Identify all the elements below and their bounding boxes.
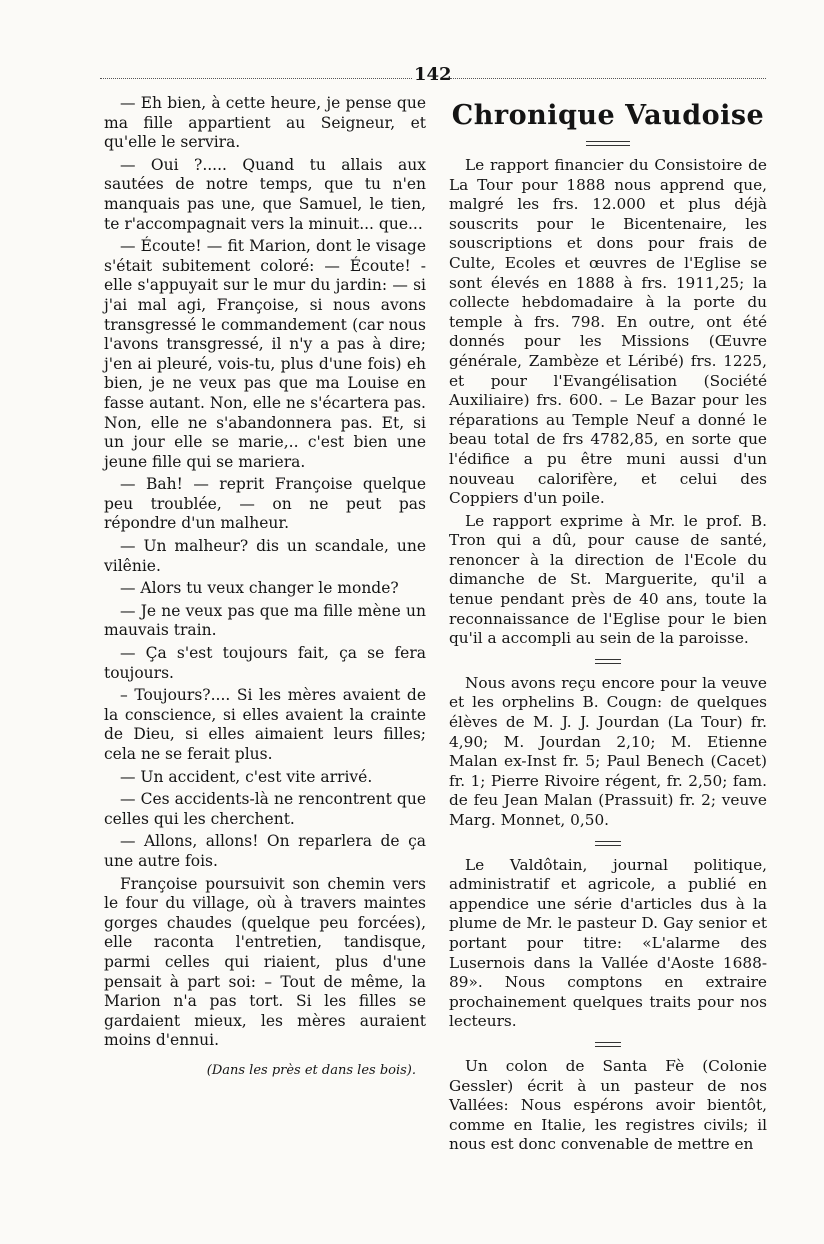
dialogue-paragraph: — Oui ?..... Quand tu allais aux sautées de notre temps, que tu n'en manquais pas une, que Samuel, le tien, te r'accompagnait vers la minuit... que... xyxy=(104,155,426,233)
header-rule-right xyxy=(450,78,766,79)
dialogue-paragraph: — Bah! — reprit Françoise quelque peu troublée, — on ne peut pas répondre d'un malheur. xyxy=(104,475,426,533)
news-paragraph: Nous avons reçu encore pour la veuve et les orphelins B. Cougn: de quelques élèves de M. J. J. Jourdan (La Tour) fr. 4,90; M. Jourdan 2,10; M. Etienne Malan ex-Inst fr. 5; Paul Benech (Cacet) fr. 1; Pierre Rivoire régent, fr. 2,50; fam. de feu Jean Malan (Prassuit) fr. 2; veuve Marg. Monnet, 0,50. xyxy=(449,673,767,829)
right-column xyxy=(449,94,767,1155)
title-separator xyxy=(586,141,630,146)
dialogue-paragraph: — Écoute! — fit Marion, dont le visage s'était subitement coloré: — Écoute! - elle s'appuyait sur le mur du jardin: — si j'ai mal agi, Françoise, si nous avons transgressé le commandement (car nous l'avons transgressé, il n'y a pas à dire; j'en ai pleuré, vois-tu, plus d'une fois) eh bien, je ne veux pas que ma Louise en fasse autant. Non, elle ne s'écartera pas. Non, elle ne s'abandonnera pas. Et, si un jour elle se marie,.. c'est bien une jeune fille qui se mariera. xyxy=(104,237,426,471)
dialogue-paragraph: — Allons, allons! On reparlera de ça une autre fois. xyxy=(104,832,426,870)
header-rule-left xyxy=(100,78,412,79)
dialogue-paragraph: — Un accident, c'est vite arrivé. xyxy=(120,767,373,786)
dialogue-paragraph: — Ces accidents-là ne rencontrent que celles qui les cherchent. xyxy=(104,790,426,828)
section-title: Chronique Vaudoise xyxy=(451,100,765,131)
news-paragraph: Un colon de Santa Fè (Colonie Gessler) écrit à un pasteur de nos Vallées: Nous espérons avoir bientôt, comme en Italie, les registres civils; il nous est donc convenable de mettre en xyxy=(449,1056,767,1154)
dialogue-paragraph: — Alors tu veux changer le monde? xyxy=(120,579,399,598)
page-number: 142 xyxy=(414,64,452,85)
dialogue-paragraph: — Ça s'est toujours fait, ça se fera toujours. xyxy=(104,644,426,682)
item-separator xyxy=(595,841,621,846)
story-attribution: (Dans les près et dans les bois). xyxy=(206,1062,416,1078)
news-paragraph: Le rapport exprime à Mr. le prof. B. Tron qui a dû, pour cause de santé, renoncer à la direction de l'Ecole du dimanche de St. Marguerite, qu'il a tenue pendant près de 40 ans, toute la reconnaissance de l'Eglise pour le bien qu'il a accompli au sein de la paroisse. xyxy=(449,511,767,648)
dialogue-paragraph: — Un malheur? dis un scandale, une vilênie. xyxy=(104,537,426,575)
item-separator xyxy=(595,1042,621,1047)
dialogue-paragraph: — Eh bien, à cette heure, je pense que ma fille appartient au Seigneur, et qu'elle le servira. xyxy=(104,94,426,152)
news-paragraph: Le Valdôtain, journal politique, administratif et agricole, a publié en appendice une série d'articles dus à la plume de Mr. le pasteur D. Gay senior et portant pour titre: «L'alarme des Lusernois dans la Vallée d'Aoste 1688-89». Nous comptons en extraire prochainement quelques traits pour nos lecteurs. xyxy=(449,855,767,1031)
dialogue-paragraph: — Je ne veux pas que ma fille mène un mauvais train. xyxy=(104,601,426,640)
news-paragraph: Le rapport financier du Consistoire de La Tour pour 1888 nous apprend que, malgré les frs. 12.000 et plus déjà souscrits pour le Bicentenaire, les souscriptions et dons pour frais de Culte, Ecoles et œuvres de l'Eglise se sont élevés en 1888 à frs. 1911,25; la collecte hebdomadaire à la porte du temple à frs. 798. En outre, ont été donnés pour les Missions (Œuvre générale, Zambèze et Léribé) frs. 1225, et pour l'Evangélisation (Société Auxiliaire) frs. 600. – Le Bazar pour les réparations au Temple Neuf a donné le beau total de frs 4782,85, en sorte que l'édifice a pu être muni aussi d'un nouveau calorifère, et celui des Coppiers d'un poile. xyxy=(449,156,767,508)
narrative-paragraph: Françoise poursuivit son chemin vers le four du village, où à travers maintes gorges chaudes (quelque peu forcées), elle raconta l'entretien, tandisque, parmi celles qui riaient, plus d'une pensait à part soi: – Tout de même, la Marion n'a pas tort. Si les filles se gardaient mieux, les mères auraient moins d'ennui. xyxy=(104,874,426,1050)
item-separator xyxy=(595,659,621,664)
left-column xyxy=(104,94,426,1081)
dialogue-paragraph: – Toujours?.... Si les mères avaient de la conscience, si elles avaient la crainte de Dieu, si elles aimaient leurs filles; cela ne se ferait plus. xyxy=(104,686,426,763)
